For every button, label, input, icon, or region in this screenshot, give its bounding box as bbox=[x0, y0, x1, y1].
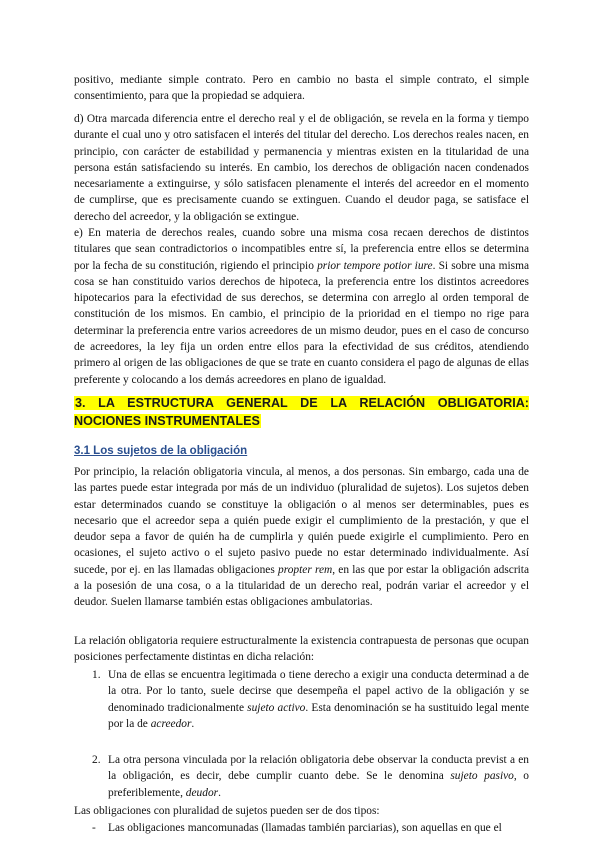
list-item-1-number: 1. bbox=[92, 669, 101, 681]
list-item-1 bbox=[92, 667, 529, 732]
paragraph-e-text-b: . Si sobre una misma cosa se han constituido varios derechos de hipoteca, la preferencia entre los distintos acreedores hipotecarios para la efectividad de sus derechos, se determina con arreglo al orden temporal de constitución de los mismos. En cambio, el principio de la prioridad en el tiempo no rige para determinar la preferencia entre varios acreedores de un mismo deudor, pues en el caso de concurso de acreedores, la ley fija un orden entre ellos para la efectividad de sus créditos, atendiendo primero al origen de las obligaciones de que se trate en cuanto considera el pago de algunas de ellas preferente y colocando a los demás acreedores en plano de igualdad. bbox=[74, 259, 530, 386]
paragraph-e bbox=[74, 225, 529, 388]
list-item-3-bullet: - bbox=[92, 822, 96, 834]
list-item-1-text-c: . bbox=[191, 717, 195, 730]
list-item-2 bbox=[92, 752, 529, 801]
paragraph-e-latin: prior tempore potior iure bbox=[317, 259, 433, 272]
paragraph-principio-latin: propter rem bbox=[278, 563, 333, 576]
list-item-2-text-a: La otra persona vinculada por la relación obligatoria debe observar la conducta previst a en la obligación, es decir, debe cumplir cuanto debe. Se le denomina bbox=[108, 754, 529, 783]
paragraph-pluralidad: Las obligaciones con pluralidad de sujetos pueden ser de dos tipos: bbox=[74, 805, 380, 817]
list-item-2-number: 2. bbox=[92, 754, 101, 766]
paragraph-principio-text-a: Por principio, la relación obligatoria vincula, al menos, a dos personas. Sin embargo, cada una de las partes puede estar integrada por más de un individuo (pluralidad de sujetos). Los sujetos deben estar determinados cuando se constituye la obligación o al menos ser determinables, pues es necesario que el acreedor sepa a quién puede exigir el cumplimiento de la prestación, y que el deudor sepa a favor de quién ha de cumplirla y quién puede exigirle el cumplimiento. Pero en ocasiones, el sujeto activo o el sujeto pasivo puede no estar determinado individualmente. Así sucede, por ej. en las llamadas obligaciones bbox=[74, 466, 529, 576]
paragraph-e-text-a: e) En materia de derechos reales, cuando sobre una misma cosa recaen derechos de distintos titulares que sean contradictorios o incompatibles entre sí, la preferencia entre ellos se determina por la fecha de su constitución, rigiendo el principio bbox=[74, 227, 529, 272]
list-item-1-text-b: . Esta denominación se ha sustituido legal mente por la de bbox=[108, 701, 529, 730]
list-item-3-text: Las obligaciones mancomunadas (llamadas también parciarias), son aquellas en que el bbox=[108, 822, 502, 834]
paragraph-d: d) Otra marcada diferencia entre el derecho real y el de obligación, se revela en la forma y tiempo durante el cual uno y otro satisfacen el interés del titular del derecho. Los derechos reales nacen, en principio, con carácter de estabilidad y permanencia y mientras existen en la titularidad de una persona están satisfaciendo su interés. En cambio, los derechos de obligación nacen condenados necesariamente a extinguirse, y sólo satisfacen plenamente el interés del acreedor en el momento de cumplirse, que es precisamente cuando se extinguen. Cuando el deudor paga, se satisface el derecho del acreedor, y la obligación se extingue. bbox=[74, 113, 529, 223]
list-item-1-acreedor: acreedor bbox=[150, 717, 192, 730]
list-item-1-text-a: Una de ellas se encuentra legitimada o tiene derecho a exigir una conducta determinad a de la otra. Por lo tanto, suele decirse que desempeña el papel activo de la obligación y se denominado tradicionalmente bbox=[108, 669, 529, 714]
list-item-2-sujeto-pasivo: sujeto pasivo bbox=[450, 770, 514, 783]
paragraph-positivo: positivo, mediante simple contrato. Pero en cambio no basta el simple contrato, el simple consentimiento, para que la propiedad se adquiera. bbox=[74, 74, 529, 103]
list-item-2-text-b: , o preferiblemente, bbox=[108, 770, 529, 799]
list-item-1-text bbox=[108, 667, 529, 732]
list-item-2-deudor: deudor bbox=[185, 786, 219, 799]
section-heading bbox=[74, 394, 529, 430]
section-heading-text: 3. LA ESTRUCTURA GENERAL DE LA RELACIÓN OBLIGATORIA: NOCIONES INSTRUMENTALES bbox=[74, 396, 529, 428]
list-item-3 bbox=[92, 820, 529, 836]
list-item-1-sujeto-activo: sujeto activo bbox=[247, 701, 306, 714]
paragraph-principio-text-b: , en las que por estar la obligación adscrita a la posesión de una cosa, o a la titularidad de un derecho real, podrán variar el acreedor y el deudor. Suelen llamarse también estas obligaciones ambulatorias. bbox=[74, 563, 530, 609]
list-item-2-text bbox=[108, 752, 529, 801]
subsection-heading: 3.1 Los sujetos de la obligación bbox=[74, 445, 248, 457]
paragraph-relacion: La relación obligatoria requiere estructuralmente la existencia contrapuesta de personas que ocupan posiciones perfectamente distintas en dicha relación: bbox=[74, 635, 529, 664]
list-item-2-text-c: . bbox=[218, 786, 221, 799]
paragraph-principio bbox=[74, 464, 529, 611]
